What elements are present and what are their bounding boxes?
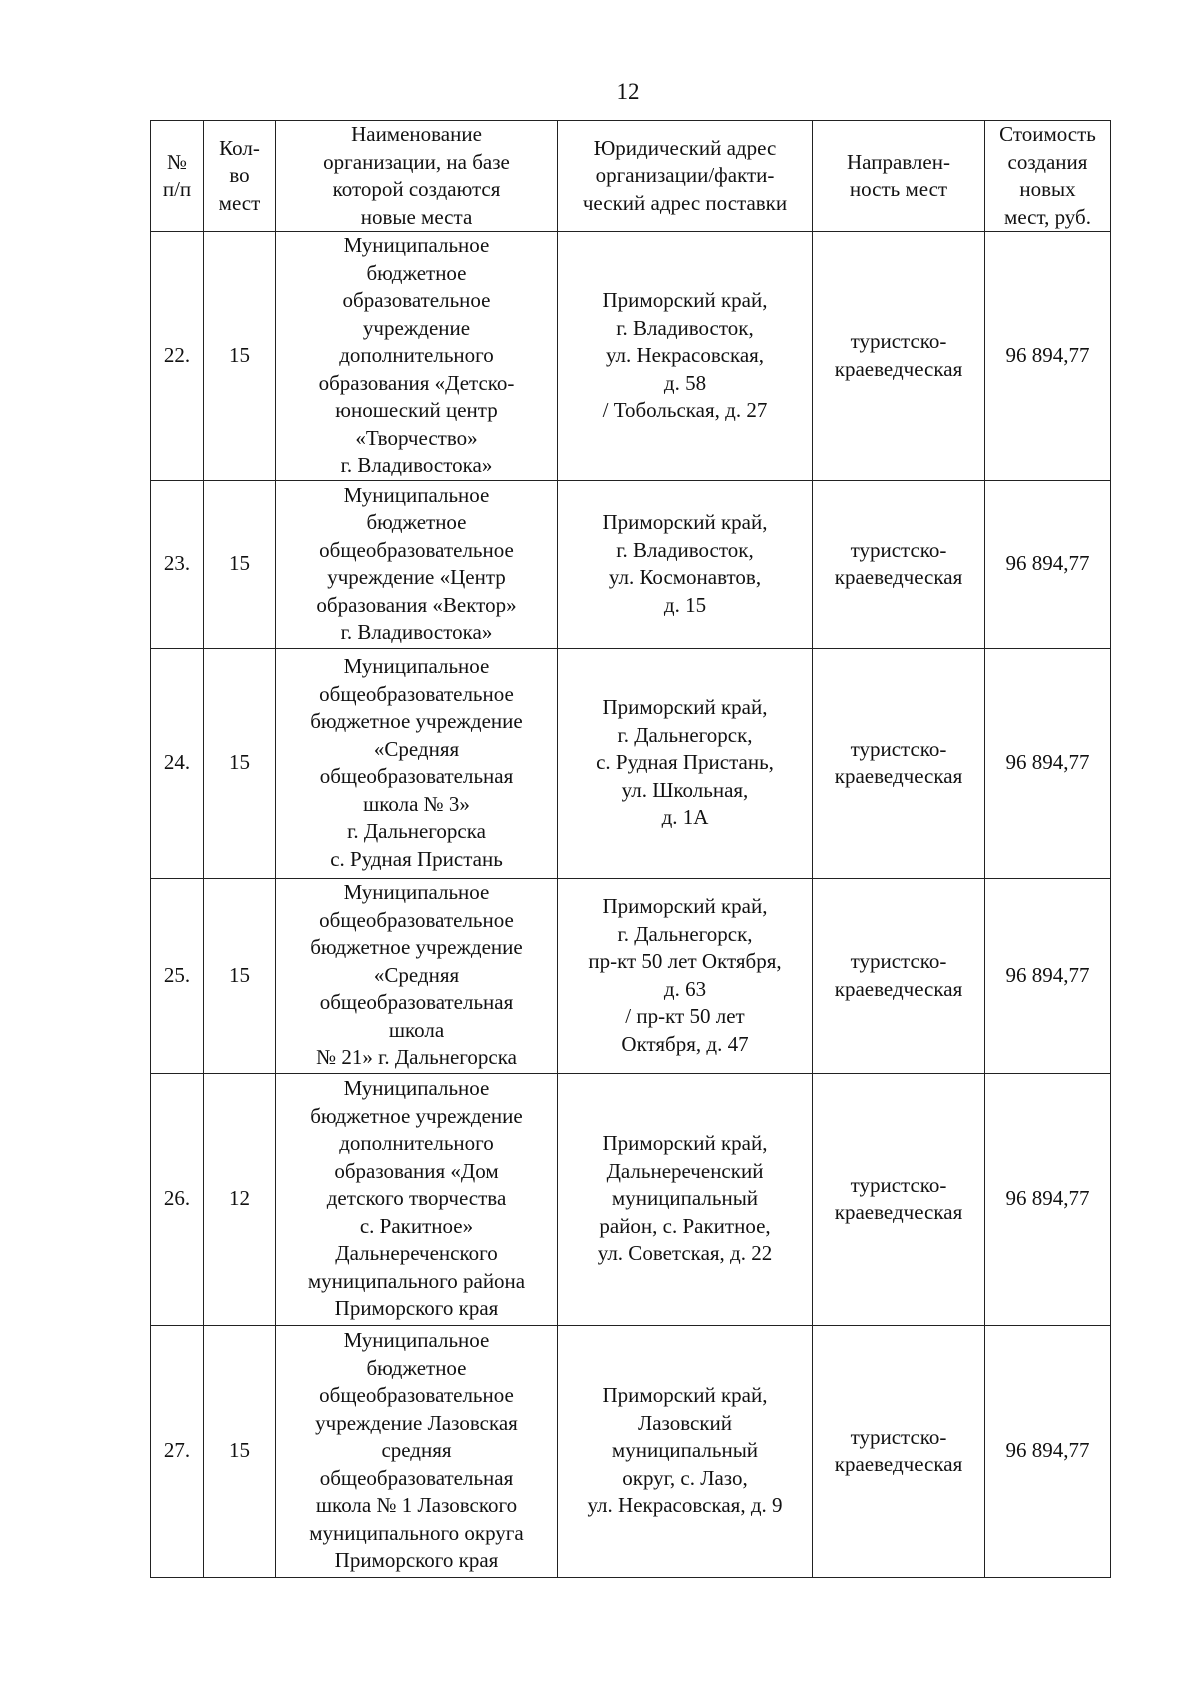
- cell-quantity: 15: [204, 480, 276, 648]
- cell-quantity: 15: [204, 878, 276, 1073]
- cell-address: Приморский край, г. Владивосток, ул. Космонавтов, д. 15: [558, 480, 813, 648]
- table-row: [151, 232, 1111, 481]
- table-header-row: [151, 121, 1111, 232]
- cell-organization: Муниципальное бюджетное учреждение дополнительного образования «Дом детского творчества с. Ракитное» Дальнереченского муниципального района Приморского края: [276, 1073, 558, 1325]
- header-number: № п/п: [151, 121, 204, 232]
- cell-address: Приморский край, Дальнереченский муниципальный район, с. Ракитное, ул. Советская, д. 22: [558, 1073, 813, 1325]
- table-row: [151, 1325, 1111, 1577]
- cell-organization: Муниципальное бюджетное общеобразовательное учреждение Лазовская средняя общеобразовательная школа № 1 Лазовского муниципального округа Приморского края: [276, 1325, 558, 1577]
- cell-organization: Муниципальное бюджетное образовательное учреждение дополнительного образования «Детско- юношеский центр «Творчество» г. Владивостока»: [276, 232, 558, 481]
- header-direction: Направлен- ность мест: [813, 121, 985, 232]
- cell-quantity: 12: [204, 1073, 276, 1325]
- cell-cost: 96 894,77: [985, 232, 1111, 481]
- cell-number: 24.: [151, 648, 204, 878]
- cell-direction: туристско- краеведческая: [813, 878, 985, 1073]
- table-row: [151, 648, 1111, 878]
- cell-number: 22.: [151, 232, 204, 481]
- cell-number: 25.: [151, 878, 204, 1073]
- cell-quantity: 15: [204, 1325, 276, 1577]
- cell-address: Приморский край, г. Владивосток, ул. Некрасовская, д. 58 / Тобольская, д. 27: [558, 232, 813, 481]
- header-quantity: Кол- во мест: [204, 121, 276, 232]
- cell-organization: Муниципальное общеобразовательное бюджетное учреждение «Средняя общеобразовательная школа № 3» г. Дальнегорска с. Рудная Пристань: [276, 648, 558, 878]
- cell-cost: 96 894,77: [985, 1325, 1111, 1577]
- header-organization: Наименование организации, на базе которой создаются новые места: [276, 121, 558, 232]
- cell-address: Приморский край, Лазовский муниципальный округ, с. Лазо, ул. Некрасовская, д. 9: [558, 1325, 813, 1577]
- cell-address: Приморский край, г. Дальнегорск, с. Рудная Пристань, ул. Школьная, д. 1А: [558, 648, 813, 878]
- cell-quantity: 15: [204, 648, 276, 878]
- cell-address: Приморский край, г. Дальнегорск, пр-кт 50 лет Октября, д. 63 / пр-кт 50 лет Октября, д. 47: [558, 878, 813, 1073]
- cell-organization: Муниципальное общеобразовательное бюджетное учреждение «Средняя общеобразовательная школа № 21» г. Дальнегорска: [276, 878, 558, 1073]
- cell-direction: туристско- краеведческая: [813, 1325, 985, 1577]
- cell-direction: туристско- краеведческая: [813, 480, 985, 648]
- cell-cost: 96 894,77: [985, 480, 1111, 648]
- table-row: [151, 878, 1111, 1073]
- cell-number: 26.: [151, 1073, 204, 1325]
- header-address: Юридический адрес организации/факти- ческий адрес поставки: [558, 121, 813, 232]
- table-row: [151, 480, 1111, 648]
- cell-number: 27.: [151, 1325, 204, 1577]
- cell-number: 23.: [151, 480, 204, 648]
- cell-organization: Муниципальное бюджетное общеобразовательное учреждение «Центр образования «Вектор» г. Владивостока»: [276, 480, 558, 648]
- header-cost: Стоимость создания новых мест, руб.: [985, 121, 1111, 232]
- cell-cost: 96 894,77: [985, 648, 1111, 878]
- cell-quantity: 15: [204, 232, 276, 481]
- places-table: [150, 120, 1111, 1578]
- page-number: 12: [616, 79, 640, 104]
- cell-cost: 96 894,77: [985, 1073, 1111, 1325]
- cell-direction: туристско- краеведческая: [813, 648, 985, 878]
- cell-direction: туристско- краеведческая: [813, 1073, 985, 1325]
- table-row: [151, 1073, 1111, 1325]
- cell-direction: туристско- краеведческая: [813, 232, 985, 481]
- cell-cost: 96 894,77: [985, 878, 1111, 1073]
